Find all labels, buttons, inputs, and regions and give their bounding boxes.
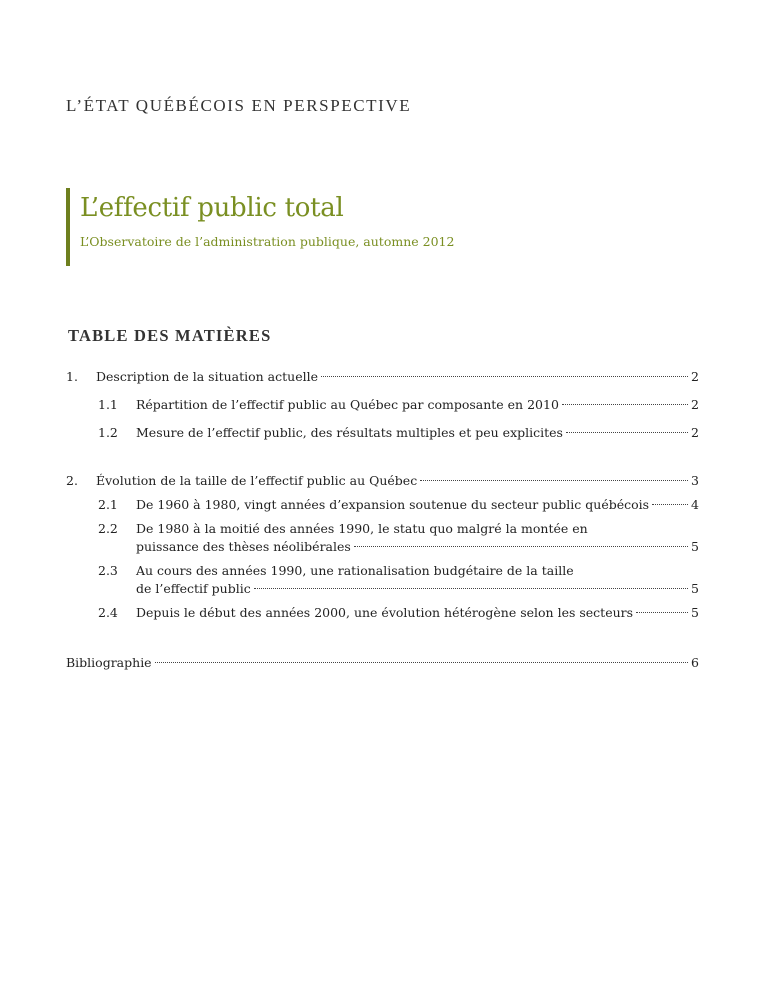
toc-entry-title: Depuis le début des années 2000, une évolution hétérogène selon les secteurs [136,605,634,620]
dot-leader [652,504,688,505]
toc-entry-page: 5 [691,539,699,554]
document-title: L’effectif public total [80,193,344,223]
toc-entry-page: 3 [691,473,699,488]
toc-entry-bibliography[interactable] [66,654,699,672]
toc-entry-page: 4 [691,497,699,512]
toc-entry-title: Mesure de l’effectif public, des résultats multiples et peu explicites [136,425,563,440]
dot-leader [566,432,688,433]
toc-entry-page: 2 [691,397,699,412]
dot-leader [254,588,688,589]
toc-entry-page: 2 [691,369,699,384]
toc-entry-2-1[interactable] [98,496,699,514]
series-header: L’ÉTAT QUÉBÉCOIS EN PERSPECTIVE [66,96,412,115]
toc-entry-number: 2.2 [98,521,118,536]
toc-heading: TABLE DES MATIÈRES [68,326,272,345]
dot-leader [636,612,688,613]
toc-entry-number: 1. [66,369,78,384]
toc-entry-number: 2.3 [98,563,118,578]
toc-entry-title: Description de la situation actuelle [96,369,319,384]
dot-leader [562,404,688,405]
toc-entry-number: 1.1 [98,397,118,412]
toc-entry-page: 5 [691,605,699,620]
toc-entry-title: Bibliographie [66,655,152,670]
toc-entry-1-1[interactable] [98,396,699,414]
toc-entry-title-line-2: puissance des thèses néolibérales [136,539,351,554]
toc-entry-2-3[interactable] [98,562,699,598]
toc-entry-title: Évolution de la taille de l’effectif public au Québec [96,473,418,488]
toc-entry-title-line-2: de l’effectif public [136,581,251,596]
toc-entry-title-line-1: Au cours des années 1990, une rationalisation budgétaire de la taille [136,563,574,578]
toc-entry-page: 6 [691,655,699,670]
title-block [66,188,454,266]
toc-entry-page: 2 [691,425,699,440]
dot-leader [321,376,688,377]
toc-entry-2-2[interactable] [98,520,699,556]
toc-entry-number: 2.1 [98,497,118,512]
toc-entry-page: 5 [691,581,699,596]
dot-leader [354,546,688,547]
toc-entry-number: 2. [66,473,78,488]
toc-entry-number: 1.2 [98,425,118,440]
toc-entry-section-1[interactable] [66,368,699,386]
toc-entry-2-4[interactable] [98,604,699,622]
toc-entry-title: De 1960 à 1980, vingt années d’expansion soutenue du secteur public québécois [136,497,650,512]
toc-entry-title-line-1: De 1980 à la moitié des années 1990, le statu quo malgré la montée en [136,521,588,536]
toc-entry-section-2[interactable] [66,472,699,490]
dot-leader [155,662,688,663]
toc-entry-1-2[interactable] [98,424,699,442]
toc-entry-number: 2.4 [98,605,118,620]
document-subtitle: L’Observatoire de l’administration publique, automne 2012 [80,234,455,249]
toc-entry-title: Répartition de l’effectif public au Québec par composante en 2010 [136,397,559,412]
dot-leader [420,480,688,481]
